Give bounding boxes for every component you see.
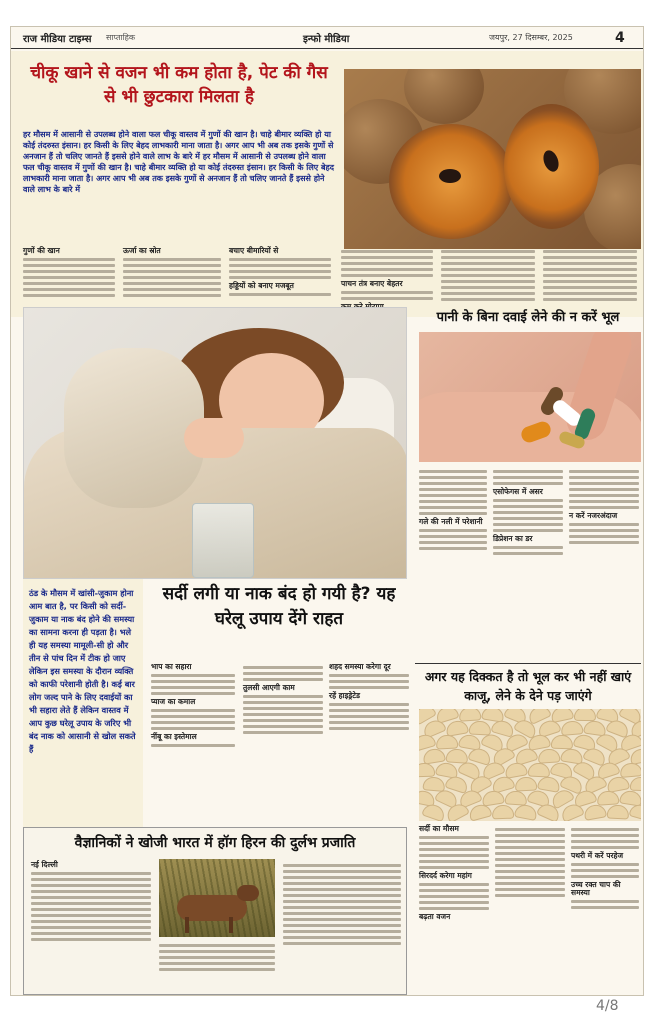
cashew-nut [492, 805, 514, 820]
cashew-col-2 [495, 825, 565, 900]
cashew-nut [419, 763, 435, 778]
chikoo-intro: हर मौसम में आसानी से उपलब्ध होने वाला फल चीकू वास्तव में गुणों की खान है। चाहे बीमार व्यक्ति हो या कोई तंदरुस्त इंसान। हर किसी के लिए बेहद लाभकारी माना जाता है। अगर आप भी अब तक इसके गुणों से अनजान हैं तो चलिए जानते हैं इससे होने वाले लाभ के बारे में हर मौसम में आसानी से उपलब्ध होने वाला फल चीकू वास्तव में गुणों की खान है। चाहे बीमार व्यक्ति हो या कोई तंदरुस्त इंसान। हर किसी के लिए बेहद लाभकारी माना जाता है। अगर आप भी अब तक इसके गुणों से अनजान हैं तो चलिए जानते हैं इससे होने वाले लाभ के बारे में [23, 130, 335, 194]
sapota-photo [344, 69, 641, 249]
subhead-nimbu: नींबू का इस्तेमाल [151, 732, 197, 741]
subhead-ucch-rakt-chap: उच्च रक्त चाप की समस्या [571, 880, 621, 897]
pills-col-1 [419, 467, 487, 553]
cashew-nut [459, 709, 482, 722]
cold-sidebar-text: ठंड के मौसम में खांसी-जुकाम होना आम बात है, पर किसी को सर्दी-जुकाम या नाक बंद होने की समस्या का सामना करना ही पड़ता है। भले ही यह समस्या मामूली-सी हो और तीन से पांच दिन में टीक हो जाए लेकिन इस समस्या के दौरान व्यक्ति को काफी परेशानी होती है। कई बार लोग जल्द पाने के लिए दवाईयों का भी सहारा लेते हैं लेकिन वास्तव में आप कुछ घरेलू उपाय के जरिए भी बंद नाक को आसानी से खोल सकते हैं [29, 588, 136, 754]
cold-col-3 [329, 663, 409, 733]
subhead-shahad: शहद समस्या करेगा दूर [329, 662, 391, 671]
cashew-top-rule [415, 663, 641, 664]
chikoo-col-5 [441, 247, 535, 304]
subhead-pyaaj: प्याज का कमाल [151, 697, 196, 706]
cashew-nut [551, 735, 573, 750]
subhead-najarandaj: न करें नजरअंदाज [569, 511, 618, 520]
cashew-nut [597, 790, 620, 806]
subhead-badhta-vajan: बढ़ता वजन [419, 912, 451, 921]
cashew-nut [537, 775, 561, 793]
cold-col-1 [151, 663, 235, 750]
brand-name: राज मीडिया टाइम्स [23, 33, 92, 45]
hog-deer-dateline: नई दिल्ली [31, 860, 58, 869]
hog-deer-headline: वैज्ञानिकों ने खोजी भारत में हॉग हिरन की दुर्लभ प्रजाति [74, 835, 356, 851]
cashew-nut [469, 720, 492, 735]
dateline: जयपुर, 27 दिसम्बर, 2025 [489, 33, 573, 42]
chikoo-col-1 [23, 247, 115, 300]
page-indicator: 4/8 [596, 998, 619, 1014]
cashew-nut [607, 804, 630, 819]
hog-deer-col-3 [283, 861, 401, 948]
page-number: 4 [615, 29, 625, 46]
cashew-nut [436, 734, 459, 749]
chikoo-col-4 [341, 247, 433, 313]
subhead-pathri: पथरी में करें परहेज [571, 851, 624, 860]
sneezing-woman-photo [23, 307, 407, 579]
cashew-col-3 [571, 825, 639, 912]
subhead-bhaap: भाप का सहारा [151, 662, 192, 671]
subhead-sirdard: सिरदर्द करेगा महांग [419, 871, 472, 880]
cashew-col-1 [419, 825, 489, 923]
subhead-gale-ki-nali: गले की नली में परेशानी [419, 517, 483, 526]
subhead-sardi: सर्दी का मौसम [419, 824, 459, 833]
cashew-nut [538, 748, 561, 764]
hog-deer-col-1 [31, 861, 151, 944]
hog-deer-col-2 [159, 941, 275, 974]
masthead [11, 27, 644, 49]
subhead-hydrated: रहें हाइड्रेटेड [329, 691, 361, 700]
cold-col-2 [243, 663, 323, 737]
cashew-nut [505, 790, 528, 806]
newspaper-page [10, 26, 644, 996]
cashew-nut [630, 777, 641, 792]
pills-col-2 [493, 467, 563, 558]
cold-headline: सर्दी लगी या नाक बंद हो गयी है? यह घरेलू उपाय देंगे राहत [162, 584, 396, 629]
subhead-pachan-tantra: पाचन तंत्र बनाए बेहतर [341, 279, 403, 288]
cashew-nut [514, 803, 538, 821]
subhead-depression: डिप्रेशन का डर [493, 534, 533, 543]
subhead-tulsi: तुलसी आएगी काम [243, 683, 295, 692]
subhead-haddiyon-ko: हड्डियों को बनाए मजबूत [229, 281, 294, 290]
pills-col-3 [569, 467, 639, 547]
subhead-bachaye-bimariyon-se: बचाए बीमारियों से [229, 246, 279, 255]
subhead-gunon-ki-khan: गुणों की खान [23, 246, 60, 255]
article-chikoo [11, 51, 644, 317]
edition-tag: साप्ताहिक [106, 33, 136, 42]
cashew-nut [619, 762, 641, 778]
cashew-nut [515, 776, 538, 791]
chikoo-col-6 [543, 247, 637, 304]
chikoo-col-3 [229, 247, 331, 299]
subhead-esophagus: एसोफेगस में असर [493, 487, 543, 496]
cashew-nut [560, 720, 583, 736]
section-name: इन्फो मीडिया [303, 33, 350, 45]
chikoo-headline: चीकू खाने से वजन भी कम होता है, पेट की गैस से भी छुटकारा मिलता है [30, 63, 328, 107]
pills-headline: पानी के बिना दवाई लेने की न करें भूल [436, 310, 620, 325]
cashew-headline: अगर यह दिक्कत है तो भूल कर भी नहीं खाएं काजू, लेने के देने पड़ जाएंगे [424, 669, 632, 703]
cashew-nut [574, 709, 596, 721]
cashew-nut [583, 803, 607, 821]
hog-deer-photo [159, 859, 275, 937]
pills-in-hand-photo [419, 332, 641, 462]
cashew-nut [528, 762, 551, 777]
cashews-photo [419, 709, 641, 821]
subhead-urja-ka-srot: ऊर्जा का स्रोत [123, 246, 161, 255]
chikoo-col-2 [123, 247, 221, 300]
